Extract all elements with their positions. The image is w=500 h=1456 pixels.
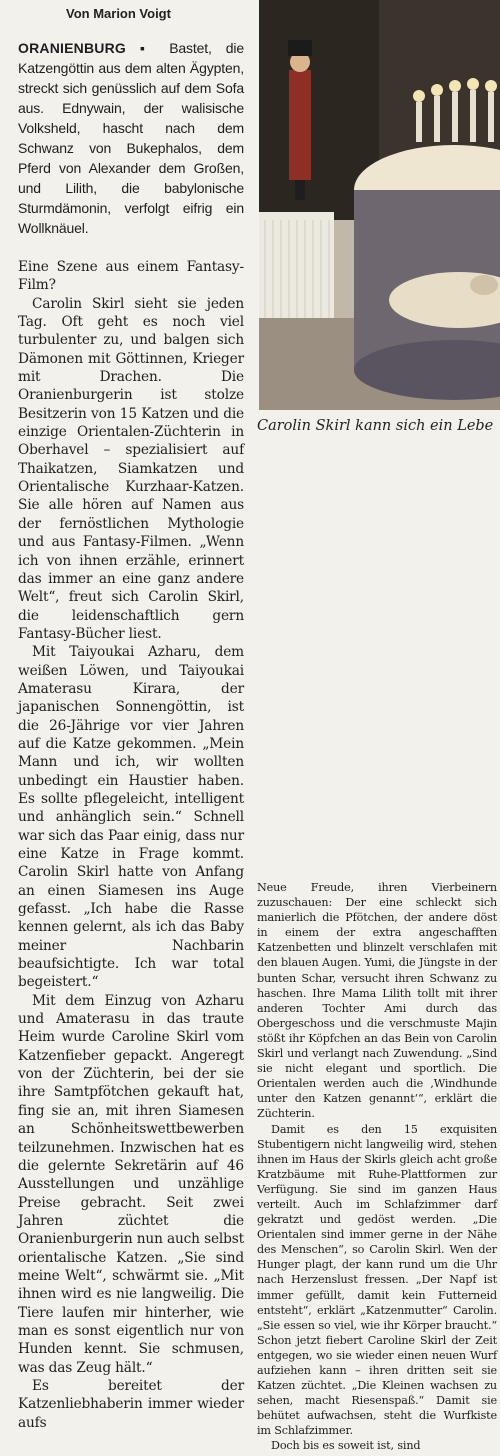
paragraph: Mit Taiyoukai Azharu, dem weißen Löwen, und Taiyoukai Amaterasu Kirara, der japanischen Sonnengöttin, ist die 26-Jährige vor vier Jahren auf die Katze gekommen. „Mein Mann und ich, wir wollten unbedingt ein Haustier haben. Es sollte pflegeleicht, intelligent und anhänglich sein.“ Schnell war sich das Paar einig, dass nur eine Katze in Frage kommt. Carolin Skirl hatte von Anfang an einen Siamesen ins Auge gefasst. „Ich habe die Rasse kennen gelernt, als ich das Baby meiner Nachbarin beaufsichtigte. Ich war total begeistert.“ (18, 644, 244, 991)
byline: Von Marion Voigt (66, 6, 171, 21)
paragraph: Es bereitet der Katzenliebhaberin immer wieder aufs (18, 1377, 244, 1431)
dateline-separator: ▪ (140, 40, 156, 56)
photo-image (259, 0, 500, 410)
paragraph: Damit es den 15 exquisiten Stubentigern nicht langweilig wird, stehen ihnen im Haus der Skirls gleich acht große Kratzbäume mit Ruhe-Plattformen zur Verfügung. Sie sind im ganzen Haus verteilt. Auch im Schlafzimmer darf gekratzt und gedöst werden. „Die Orientalen sind immer gerne in der Nähe des Menschen“, so Carolin Skirl. Wen der Hunger plagt, der kann rund um die Uhr nach Herzenslust fressen. „Der Napf ist immer gefüllt, damit kein Futterneid entsteht“, erklärt „Katzenmutter“ Carolin. „Sie essen so viel, wie ihr Körper braucht.“ Schon jetzt fiebert Caroline Skirl der Zeit entgegen, wo sie wieder einen neuen Wurf aufziehen kann – ihren dritten seit sie Katzen züchtet. „Die Kleinen wachsen zu sehen, macht Riesenspaß.“ Damit sie behütet aufwachsen, steht die Wurfkiste im Schlafzimmer. (257, 1122, 497, 1438)
photo-caption: Carolin Skirl kann sich ein Lebe (257, 418, 494, 434)
paragraph: Neue Freude, ihren Vierbeinern zuzuschauen: Der eine schleckt sich manierlich die Pfötchen, der andere döst in einem der extra angeschafften Katzenbetten und blinzelt verschlafen mit den blauen Augen. Yumi, die Jüngste in der bunten Schar, versucht ihren Schwanz zu haschen. Ihre Mama Lilith tollt mit ihrer anderen Tochter Ami durch das Obergeschoss und die verschmuste Majin stößt ihr Köpfchen an das Bein von Carolin Skirl und verlangt nach Zuwendung. „Sind sie nicht elegant und sportlich. Die Orientalen werden auch die ‚Windhunde unter den Katzen genannt‘“, erklärt die Züchterin. (257, 881, 497, 1121)
article-column-right (257, 880, 497, 1454)
article-column-left (18, 38, 244, 1432)
paragraph: Eine Szene aus einem Fantasy-Film? (18, 259, 244, 294)
lead-text: Bastet, die Katzengöttin aus dem alten Ägypten, streckt sich genüsslich auf dem Sofa aus. Ednywain, der walisische Volksheld, hascht nach dem Schwanz von Bukephalos, dem Pferd von Alexander dem Großen, und Lilith, die babylonische Sturmdämonin, verfolgt eifrig ein Wollknäuel. (18, 40, 244, 236)
paragraph: Mit dem Einzug von Azharu und Amaterasu in das traute Heim wurde Caroline Skirl vom Katzenfieber gepackt. Angeregt von der Züchterin, bei der sie ihre Samtpfötchen gekauft hat, fing sie an, mit ihren Siamesen an Schönheitswettbewerben teilzunehmen. Inzwischen hat es die gelernte Sekretärin auf 46 Ausstellungen und unzählige Preise gebracht. Seit zwei Jahren züchtet die Oranienburgerin nun auch selbst orientalische Katzen. „Sie sind meine Welt“, schwärmt sie. „Mit ihnen wird es nie langweilig. Die Tiere laufen mir hinterher, wie man es sonst eigentlich nur von Hunden kennt. Sie schmusen, was das Zeug hält.“ (18, 992, 244, 1376)
dateline: ORANIENBURG (18, 40, 126, 56)
article-photo (259, 0, 500, 410)
paragraph: Doch bis es soweit ist, sind (271, 1439, 421, 1453)
lead-paragraph (18, 38, 244, 238)
paragraph: Carolin Skirl sieht sie jeden Tag. Oft geht es noch viel turbulenter zu, und balgen sich Dämonen mit Göttinnen, Krieger mit Drachen. Die Oranienburgerin ist stolze Besitzerin von 15 Katzen und die einzige Orientalen-Züchterin in Oberhavel – spezialisiert auf Thaikatzen, Siamkatzen und Orientalische Kurzhaar-Katzen. Sie alle hören auf Namen aus der fernöstlichen Mythologie und aus Fantasy-Filmen. „Wenn ich von ihnen erzähle, erinnert das immer an eine ganz andere Welt“, freut sich Carolin Skirl, die leidenschaftlich gern Fantasy-Bücher liest. (18, 295, 244, 642)
